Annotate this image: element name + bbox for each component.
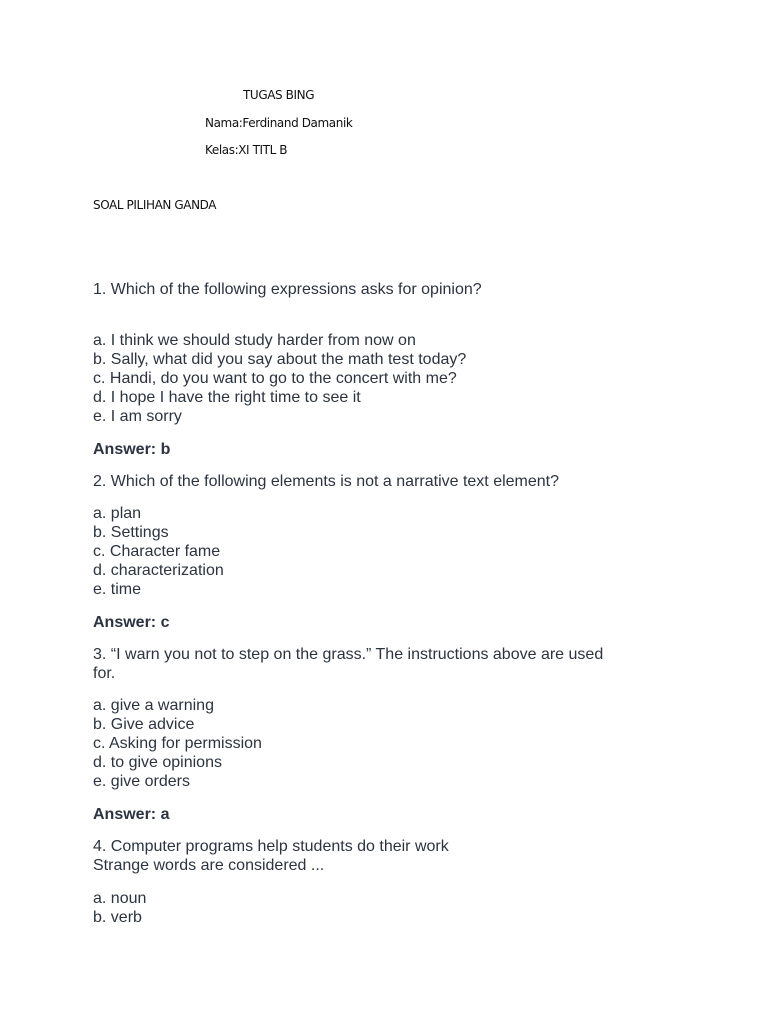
option-a: a. noun — [93, 890, 147, 907]
question-1-options — [93, 331, 673, 426]
option-a: a. give a warning — [93, 697, 214, 714]
question-text-line: 2. Which of the following elements is not a narrative text element? — [93, 473, 560, 490]
student-name: Nama:Ferdinand Damanik — [205, 116, 353, 130]
option-c: c. Handi, do you want to go to the concert with me? — [93, 370, 457, 387]
question-4 — [93, 837, 673, 875]
question-text — [93, 645, 673, 683]
question-text-line: 4. Computer programs help students do their work — [93, 838, 449, 855]
question-4-options — [93, 889, 673, 927]
question-text — [93, 472, 673, 491]
section-heading: SOAL PILIHAN GANDA — [93, 198, 217, 212]
question-text — [93, 280, 673, 299]
question-3 — [93, 645, 673, 683]
option-d: d. to give opinions — [93, 754, 222, 771]
question-3-answer: Answer: a — [93, 806, 170, 823]
option-a: a. plan — [93, 505, 142, 522]
question-3-options — [93, 696, 673, 791]
option-e: e. time — [93, 581, 142, 598]
option-b: b. Settings — [93, 524, 169, 541]
question-1 — [93, 280, 673, 299]
option-b: b. Sally, what did you say about the math test today? — [93, 351, 467, 368]
question-2 — [93, 472, 673, 491]
question-text-line: 1. Which of the following expressions asks for opinion? — [93, 281, 482, 298]
question-text-line: 3. “I warn you not to step on the grass.” The instructions above are used — [93, 646, 604, 663]
option-d: d. characterization — [93, 562, 224, 579]
option-b: b. Give advice — [93, 716, 195, 733]
option-b: b. verb — [93, 909, 142, 926]
question-2-answer: Answer: c — [93, 614, 170, 631]
option-c: c. Asking for permission — [93, 735, 262, 752]
option-a: a. I think we should study harder from now on — [93, 332, 416, 349]
question-text-line: for. — [93, 665, 116, 682]
question-text-line: Strange words are considered ... — [93, 857, 325, 874]
question-1-answer: Answer: b — [93, 441, 171, 458]
question-text — [93, 837, 673, 875]
document-title: TUGAS BING — [243, 88, 315, 102]
option-c: c. Character fame — [93, 543, 221, 560]
option-e: e. I am sorry — [93, 408, 182, 425]
question-2-options — [93, 504, 673, 599]
student-class: Kelas:XI TITL B — [205, 143, 288, 157]
option-e: e. give orders — [93, 773, 190, 790]
option-d: d. I hope I have the right time to see it — [93, 389, 361, 406]
